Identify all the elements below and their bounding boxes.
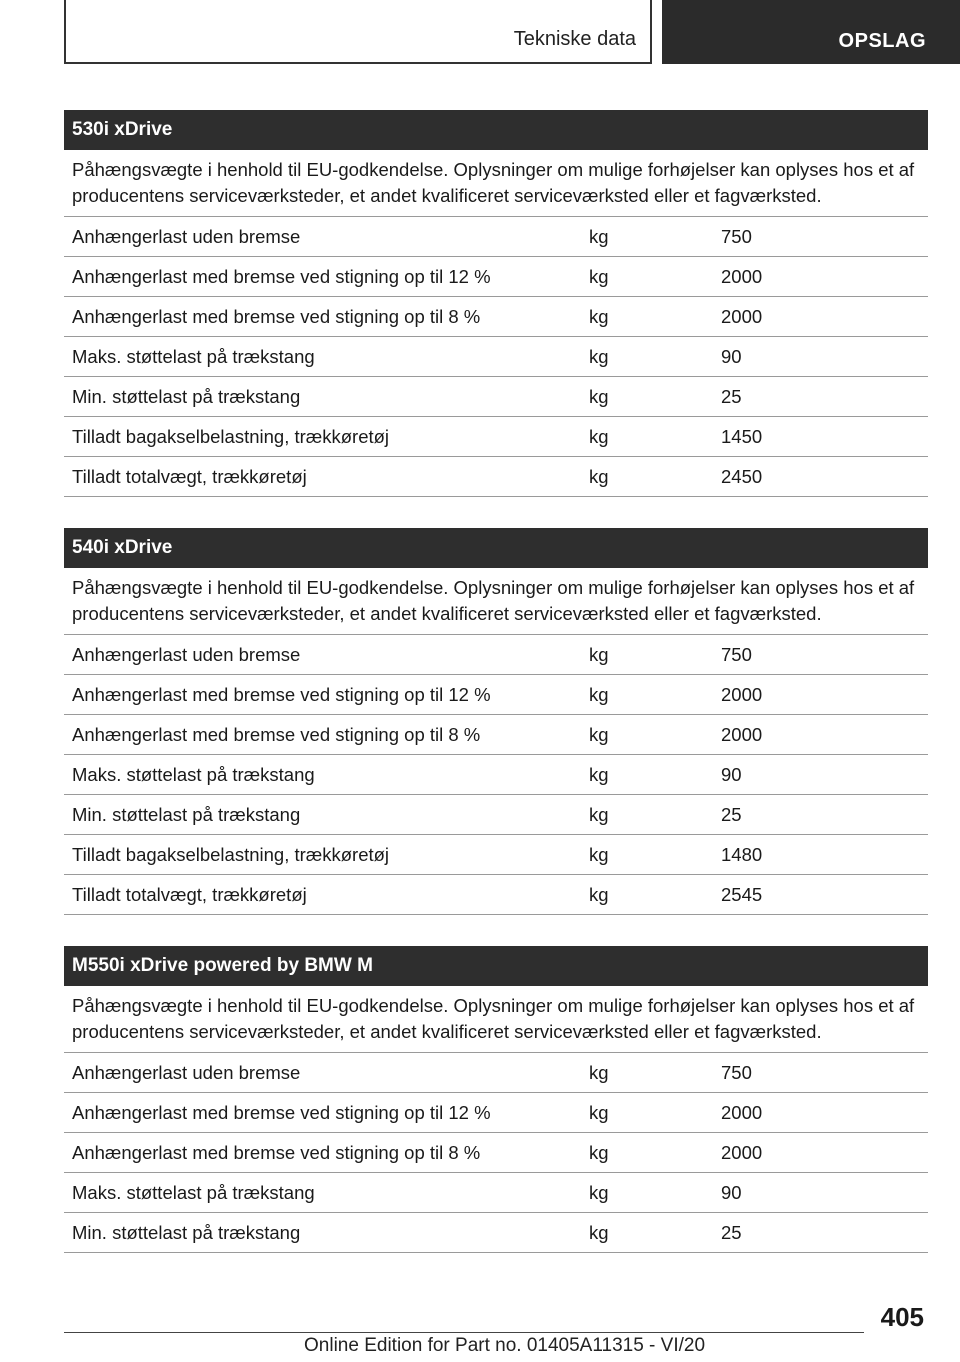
row-value: 2545	[721, 883, 763, 905]
row-unit: kg	[589, 643, 609, 665]
row-unit: kg	[589, 465, 609, 487]
row-value: 750	[721, 1061, 752, 1083]
section-title: M550i xDrive powered by BMW M	[64, 946, 928, 986]
table-row	[64, 1213, 928, 1253]
document-content	[64, 110, 928, 1284]
row-value: 750	[721, 225, 752, 247]
row-label: Anhængerlast med bremse ved stigning op til 12 %	[72, 683, 491, 705]
row-value: 25	[721, 385, 742, 407]
table-row	[64, 337, 928, 377]
row-value: 2000	[721, 683, 763, 705]
row-label: Min. støttelast på trækstang	[72, 1221, 301, 1243]
spec-section	[64, 528, 928, 915]
row-unit: kg	[589, 265, 609, 287]
row-label: Min. støttelast på trækstang	[72, 385, 301, 407]
row-label: Anhængerlast uden bremse	[72, 643, 301, 665]
table-row	[64, 675, 928, 715]
row-label: Tilladt bagakselbelastning, trækkøretøj	[72, 843, 390, 865]
row-value: 90	[721, 763, 742, 785]
row-unit: kg	[589, 803, 609, 825]
section-title: 540i xDrive	[64, 528, 928, 568]
row-label: Min. støttelast på trækstang	[72, 803, 301, 825]
row-value: 2000	[721, 1141, 763, 1163]
row-value: 90	[721, 1181, 742, 1203]
header-section-box	[64, 0, 652, 64]
row-value: 2000	[721, 723, 763, 745]
row-unit: kg	[589, 723, 609, 745]
header-section-title: Tekniske data	[513, 28, 636, 50]
table-row	[64, 715, 928, 755]
table-row	[64, 875, 928, 915]
page-header	[0, 0, 960, 66]
row-unit: kg	[589, 1061, 609, 1083]
table-row	[64, 297, 928, 337]
row-value: 1480	[721, 843, 763, 865]
row-label: Anhængerlast med bremse ved stigning op til 8 %	[72, 1141, 481, 1163]
row-unit: kg	[589, 763, 609, 785]
table-row	[64, 1093, 928, 1133]
edition-text: Online Edition for Part no. 01405A11315 - VI/20	[304, 1335, 706, 1356]
table-row	[64, 635, 928, 675]
table-row	[64, 217, 928, 257]
row-label: Tilladt totalvægt, trækkøretøj	[72, 883, 307, 905]
row-unit: kg	[589, 305, 609, 327]
section-title: 530i xDrive	[64, 110, 928, 150]
footer-divider	[64, 1332, 864, 1333]
row-value: 1450	[721, 425, 763, 447]
row-unit: kg	[589, 385, 609, 407]
row-value: 90	[721, 345, 742, 367]
table-row	[64, 755, 928, 795]
row-value: 25	[721, 803, 742, 825]
section-description: Påhængsvægte i henhold til EU-godkendelse. Oplysninger om mulige forhøjelser kan oplyses hos et af producentens serviceværksteder, et andet kvalificeret serviceværksted eller et fagværksted.	[64, 986, 928, 1053]
table-row	[64, 257, 928, 297]
row-unit: kg	[589, 843, 609, 865]
section-description: Påhængsvægte i henhold til EU-godkendelse. Oplysninger om mulige forhøjelser kan oplyses hos et af producentens serviceværksteder, et andet kvalificeret serviceværksted eller et fagværksted.	[64, 150, 928, 217]
header-tab-opslag[interactable]	[662, 0, 960, 64]
spec-section	[64, 110, 928, 497]
page-number: 405	[880, 1302, 924, 1332]
row-label: Maks. støttelast på trækstang	[72, 763, 315, 785]
table-row	[64, 795, 928, 835]
row-value: 2000	[721, 305, 763, 327]
spec-section	[64, 946, 928, 1253]
row-label: Tilladt totalvægt, trækkøretøj	[72, 465, 307, 487]
row-unit: kg	[589, 1101, 609, 1123]
row-label: Maks. støttelast på trækstang	[72, 345, 315, 367]
row-label: Anhængerlast uden bremse	[72, 1061, 301, 1083]
row-unit: kg	[589, 1221, 609, 1243]
row-unit: kg	[589, 683, 609, 705]
row-unit: kg	[589, 1141, 609, 1163]
table-row	[64, 1053, 928, 1093]
row-unit: kg	[589, 883, 609, 905]
row-value: 750	[721, 643, 752, 665]
row-label: Maks. støttelast på trækstang	[72, 1181, 315, 1203]
row-label: Anhængerlast uden bremse	[72, 225, 301, 247]
table-row	[64, 377, 928, 417]
table-row	[64, 1133, 928, 1173]
row-unit: kg	[589, 225, 609, 247]
table-row	[64, 457, 928, 497]
header-tab-label: OPSLAG	[838, 30, 926, 52]
page-footer	[0, 1290, 960, 1362]
row-value: 2000	[721, 265, 763, 287]
table-row	[64, 1173, 928, 1213]
row-label: Tilladt bagakselbelastning, trækkøretøj	[72, 425, 390, 447]
row-label: Anhængerlast med bremse ved stigning op til 12 %	[72, 1101, 491, 1123]
row-label: Anhængerlast med bremse ved stigning op til 8 %	[72, 723, 481, 745]
section-description: Påhængsvægte i henhold til EU-godkendelse. Oplysninger om mulige forhøjelser kan oplyses hos et af producentens serviceværksteder, et andet kvalificeret serviceværksted eller et fagværksted.	[64, 568, 928, 635]
row-label: Anhængerlast med bremse ved stigning op til 8 %	[72, 305, 481, 327]
table-row	[64, 417, 928, 457]
row-value: 2000	[721, 1101, 763, 1123]
row-unit: kg	[589, 425, 609, 447]
row-value: 2450	[721, 465, 763, 487]
table-row	[64, 835, 928, 875]
row-unit: kg	[589, 1181, 609, 1203]
row-unit: kg	[589, 345, 609, 367]
row-label: Anhængerlast med bremse ved stigning op til 12 %	[72, 265, 491, 287]
row-value: 25	[721, 1221, 742, 1243]
